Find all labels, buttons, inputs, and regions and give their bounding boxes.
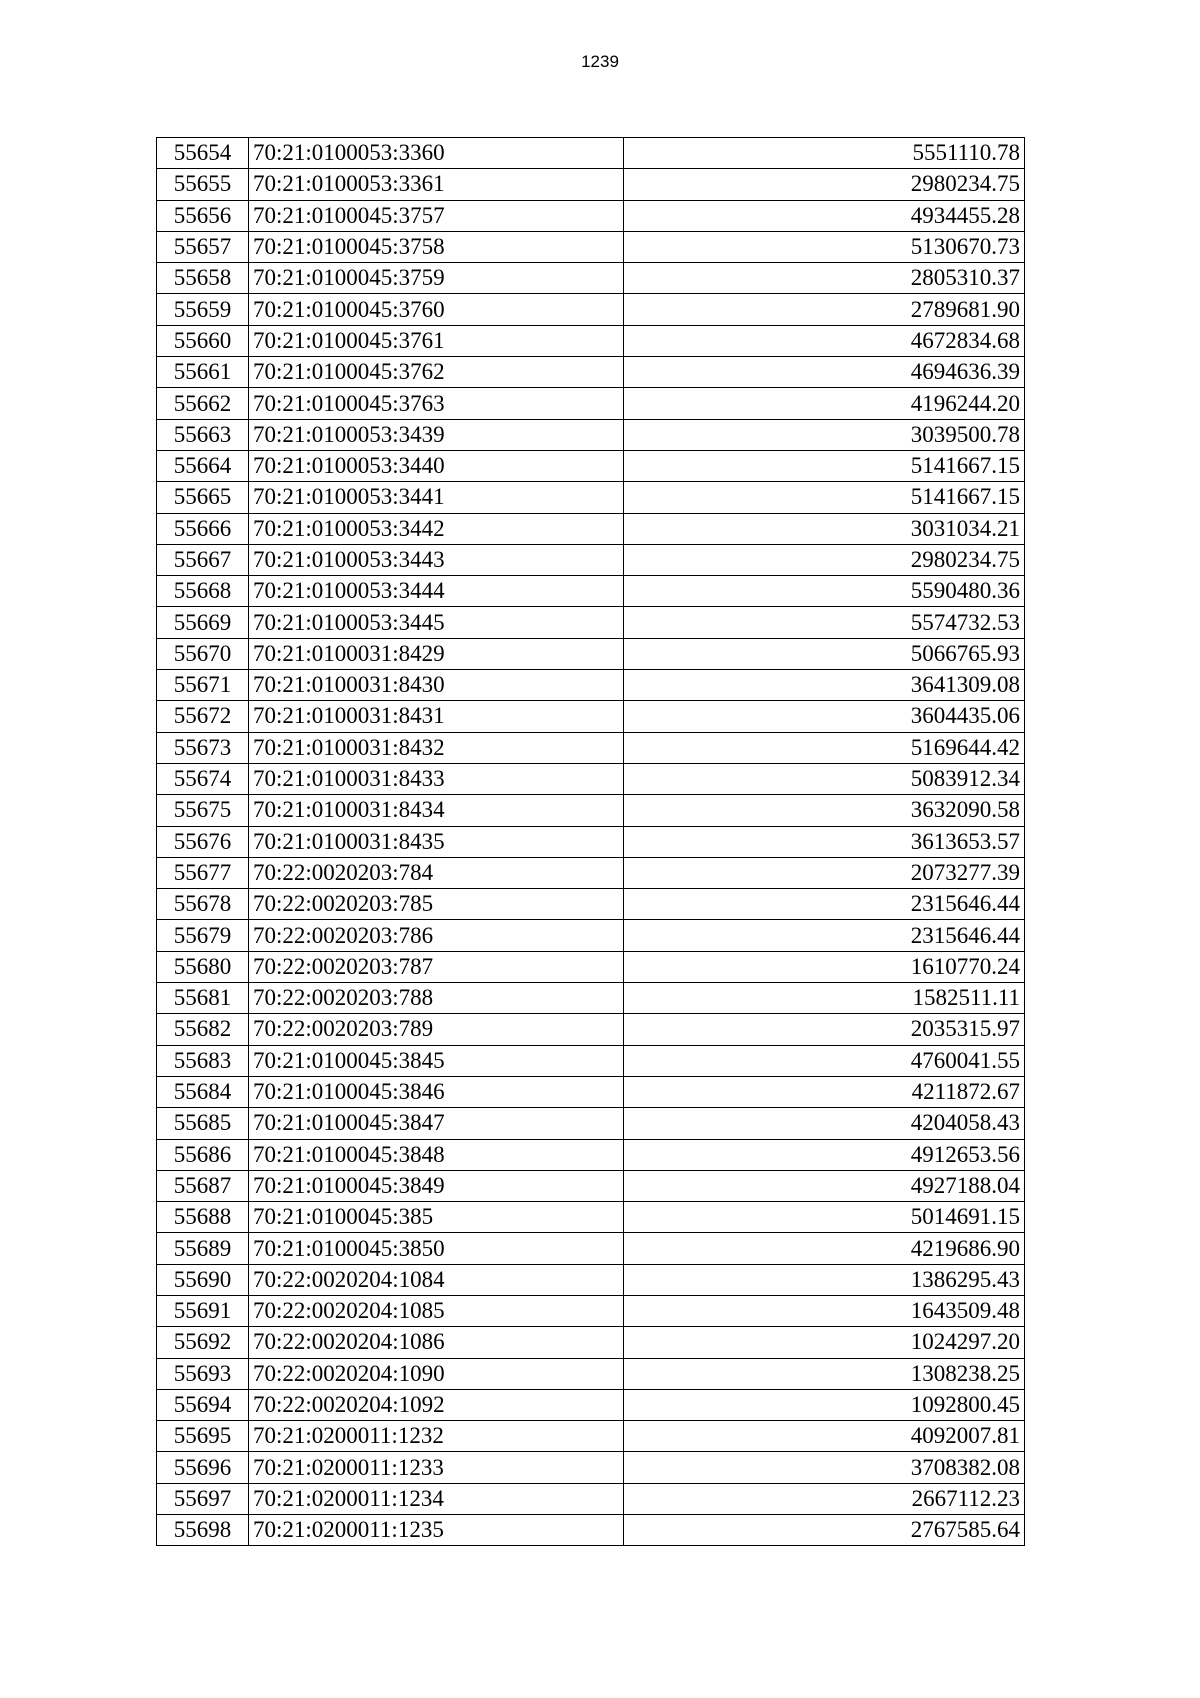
value-cell: 4204058.43 bbox=[624, 1108, 1025, 1139]
table-row bbox=[157, 544, 1025, 575]
data-table bbox=[156, 137, 1025, 1546]
table-row bbox=[157, 294, 1025, 325]
table-row bbox=[157, 1139, 1025, 1170]
cadastral-number-cell: 70:21:0200011:1234 bbox=[249, 1483, 624, 1514]
table-row bbox=[157, 826, 1025, 857]
table-row bbox=[157, 1483, 1025, 1514]
row-number-cell: 55672 bbox=[157, 701, 249, 732]
value-cell: 3641309.08 bbox=[624, 670, 1025, 701]
value-cell: 5551110.78 bbox=[624, 138, 1025, 169]
table-row bbox=[157, 763, 1025, 794]
row-number-cell: 55685 bbox=[157, 1108, 249, 1139]
row-number-cell: 55673 bbox=[157, 732, 249, 763]
value-cell: 5141667.15 bbox=[624, 482, 1025, 513]
cadastral-number-cell: 70:21:0100053:3440 bbox=[249, 450, 624, 481]
value-cell: 1308238.25 bbox=[624, 1358, 1025, 1389]
table-row bbox=[157, 513, 1025, 544]
row-number-cell: 55680 bbox=[157, 951, 249, 982]
value-cell: 4934455.28 bbox=[624, 200, 1025, 231]
value-cell: 2315646.44 bbox=[624, 889, 1025, 920]
row-number-cell: 55684 bbox=[157, 1076, 249, 1107]
value-cell: 1092800.45 bbox=[624, 1389, 1025, 1420]
value-cell: 3613653.57 bbox=[624, 826, 1025, 857]
cadastral-number-cell: 70:22:0020203:787 bbox=[249, 951, 624, 982]
row-number-cell: 55695 bbox=[157, 1421, 249, 1452]
value-cell: 5141667.15 bbox=[624, 450, 1025, 481]
row-number-cell: 55669 bbox=[157, 607, 249, 638]
cadastral-number-cell: 70:22:0020203:789 bbox=[249, 1014, 624, 1045]
cadastral-number-cell: 70:21:0100031:8432 bbox=[249, 732, 624, 763]
value-cell: 5590480.36 bbox=[624, 576, 1025, 607]
row-number-cell: 55693 bbox=[157, 1358, 249, 1389]
row-number-cell: 55676 bbox=[157, 826, 249, 857]
cadastral-number-cell: 70:22:0020203:786 bbox=[249, 920, 624, 951]
cadastral-number-cell: 70:21:0100053:3441 bbox=[249, 482, 624, 513]
cadastral-number-cell: 70:21:0200011:1232 bbox=[249, 1421, 624, 1452]
cadastral-number-cell: 70:21:0100045:3848 bbox=[249, 1139, 624, 1170]
row-number-cell: 55682 bbox=[157, 1014, 249, 1045]
table-row bbox=[157, 795, 1025, 826]
row-number-cell: 55679 bbox=[157, 920, 249, 951]
table-row bbox=[157, 607, 1025, 638]
row-number-cell: 55661 bbox=[157, 357, 249, 388]
table-row bbox=[157, 1170, 1025, 1201]
cadastral-number-cell: 70:21:0100053:3444 bbox=[249, 576, 624, 607]
table-row bbox=[157, 1202, 1025, 1233]
row-number-cell: 55655 bbox=[157, 169, 249, 200]
value-cell: 5169644.42 bbox=[624, 732, 1025, 763]
table-body bbox=[157, 138, 1025, 1546]
cadastral-number-cell: 70:21:0100045:3758 bbox=[249, 231, 624, 262]
table-row bbox=[157, 638, 1025, 669]
value-cell: 2980234.75 bbox=[624, 169, 1025, 200]
row-number-cell: 55691 bbox=[157, 1295, 249, 1326]
value-cell: 4672834.68 bbox=[624, 325, 1025, 356]
value-cell: 4694636.39 bbox=[624, 357, 1025, 388]
value-cell: 4196244.20 bbox=[624, 388, 1025, 419]
cadastral-number-cell: 70:21:0100031:8435 bbox=[249, 826, 624, 857]
cadastral-number-cell: 70:21:0100053:3443 bbox=[249, 544, 624, 575]
value-cell: 5014691.15 bbox=[624, 1202, 1025, 1233]
row-number-cell: 55658 bbox=[157, 263, 249, 294]
table-row bbox=[157, 1515, 1025, 1546]
table-row bbox=[157, 889, 1025, 920]
value-cell: 2667112.23 bbox=[624, 1483, 1025, 1514]
row-number-cell: 55665 bbox=[157, 482, 249, 513]
cadastral-number-cell: 70:21:0100053:3360 bbox=[249, 138, 624, 169]
table-row bbox=[157, 263, 1025, 294]
value-cell: 2980234.75 bbox=[624, 544, 1025, 575]
value-cell: 2767585.64 bbox=[624, 1515, 1025, 1546]
row-number-cell: 55677 bbox=[157, 857, 249, 888]
row-number-cell: 55654 bbox=[157, 138, 249, 169]
table-row bbox=[157, 231, 1025, 262]
table-row bbox=[157, 670, 1025, 701]
table-row bbox=[157, 138, 1025, 169]
table-row bbox=[157, 732, 1025, 763]
value-cell: 5083912.34 bbox=[624, 763, 1025, 794]
table-row bbox=[157, 1076, 1025, 1107]
cadastral-number-cell: 70:21:0100045:385 bbox=[249, 1202, 624, 1233]
table-row bbox=[157, 200, 1025, 231]
table-row bbox=[157, 482, 1025, 513]
value-cell: 4092007.81 bbox=[624, 1421, 1025, 1452]
cadastral-number-cell: 70:22:0020203:784 bbox=[249, 857, 624, 888]
row-number-cell: 55686 bbox=[157, 1139, 249, 1170]
value-cell: 4760041.55 bbox=[624, 1045, 1025, 1076]
cadastral-number-cell: 70:21:0100031:8434 bbox=[249, 795, 624, 826]
value-cell: 3632090.58 bbox=[624, 795, 1025, 826]
cadastral-number-cell: 70:22:0020204:1092 bbox=[249, 1389, 624, 1420]
cadastral-number-cell: 70:21:0100045:3850 bbox=[249, 1233, 624, 1264]
table-row bbox=[157, 1327, 1025, 1358]
value-cell: 2315646.44 bbox=[624, 920, 1025, 951]
table-row bbox=[157, 951, 1025, 982]
row-number-cell: 55694 bbox=[157, 1389, 249, 1420]
row-number-cell: 55696 bbox=[157, 1452, 249, 1483]
page-number: 1239 bbox=[581, 52, 619, 71]
table-row bbox=[157, 357, 1025, 388]
cadastral-number-cell: 70:21:0200011:1233 bbox=[249, 1452, 624, 1483]
cadastral-number-cell: 70:21:0100045:3762 bbox=[249, 357, 624, 388]
value-cell: 3039500.78 bbox=[624, 419, 1025, 450]
row-number-cell: 55683 bbox=[157, 1045, 249, 1076]
table-row bbox=[157, 1421, 1025, 1452]
table-row bbox=[157, 857, 1025, 888]
row-number-cell: 55698 bbox=[157, 1515, 249, 1546]
cadastral-number-cell: 70:21:0100053:3439 bbox=[249, 419, 624, 450]
table-row bbox=[157, 169, 1025, 200]
row-number-cell: 55671 bbox=[157, 670, 249, 701]
row-number-cell: 55656 bbox=[157, 200, 249, 231]
value-cell: 1024297.20 bbox=[624, 1327, 1025, 1358]
row-number-cell: 55668 bbox=[157, 576, 249, 607]
value-cell: 3604435.06 bbox=[624, 701, 1025, 732]
cadastral-number-cell: 70:21:0100045:3761 bbox=[249, 325, 624, 356]
cadastral-number-cell: 70:21:0100045:3759 bbox=[249, 263, 624, 294]
row-number-cell: 55670 bbox=[157, 638, 249, 669]
table-row bbox=[157, 1014, 1025, 1045]
row-number-cell: 55687 bbox=[157, 1170, 249, 1201]
value-cell: 4219686.90 bbox=[624, 1233, 1025, 1264]
row-number-cell: 55662 bbox=[157, 388, 249, 419]
table-row bbox=[157, 419, 1025, 450]
cadastral-number-cell: 70:21:0100031:8433 bbox=[249, 763, 624, 794]
row-number-cell: 55678 bbox=[157, 889, 249, 920]
table-row bbox=[157, 576, 1025, 607]
value-cell: 2073277.39 bbox=[624, 857, 1025, 888]
value-cell: 2805310.37 bbox=[624, 263, 1025, 294]
row-number-cell: 55667 bbox=[157, 544, 249, 575]
cadastral-number-cell: 70:22:0020203:788 bbox=[249, 983, 624, 1014]
value-cell: 4927188.04 bbox=[624, 1170, 1025, 1201]
row-number-cell: 55688 bbox=[157, 1202, 249, 1233]
row-number-cell: 55660 bbox=[157, 325, 249, 356]
row-number-cell: 55659 bbox=[157, 294, 249, 325]
value-cell: 3708382.08 bbox=[624, 1452, 1025, 1483]
cadastral-number-cell: 70:21:0100045:3846 bbox=[249, 1076, 624, 1107]
table-row bbox=[157, 388, 1025, 419]
table-row bbox=[157, 1045, 1025, 1076]
row-number-cell: 55692 bbox=[157, 1327, 249, 1358]
row-number-cell: 55690 bbox=[157, 1264, 249, 1295]
row-number-cell: 55697 bbox=[157, 1483, 249, 1514]
table-row bbox=[157, 1358, 1025, 1389]
table-row bbox=[157, 920, 1025, 951]
value-cell: 1386295.43 bbox=[624, 1264, 1025, 1295]
cadastral-number-cell: 70:21:0100053:3361 bbox=[249, 169, 624, 200]
row-number-cell: 55675 bbox=[157, 795, 249, 826]
cadastral-number-cell: 70:21:0100031:8429 bbox=[249, 638, 624, 669]
row-number-cell: 55664 bbox=[157, 450, 249, 481]
value-cell: 5574732.53 bbox=[624, 607, 1025, 638]
cadastral-number-cell: 70:22:0020204:1085 bbox=[249, 1295, 624, 1326]
cadastral-number-cell: 70:22:0020203:785 bbox=[249, 889, 624, 920]
cadastral-number-cell: 70:21:0100031:8430 bbox=[249, 670, 624, 701]
cadastral-number-cell: 70:21:0100053:3442 bbox=[249, 513, 624, 544]
cadastral-number-cell: 70:22:0020204:1086 bbox=[249, 1327, 624, 1358]
value-cell: 1582511.11 bbox=[624, 983, 1025, 1014]
row-number-cell: 55674 bbox=[157, 763, 249, 794]
cadastral-number-cell: 70:22:0020204:1090 bbox=[249, 1358, 624, 1389]
cadastral-number-cell: 70:21:0100045:3845 bbox=[249, 1045, 624, 1076]
table-row bbox=[157, 450, 1025, 481]
table-row bbox=[157, 1295, 1025, 1326]
value-cell: 1643509.48 bbox=[624, 1295, 1025, 1326]
table-row bbox=[157, 701, 1025, 732]
table-row bbox=[157, 983, 1025, 1014]
cadastral-number-cell: 70:21:0100045:3849 bbox=[249, 1170, 624, 1201]
row-number-cell: 55689 bbox=[157, 1233, 249, 1264]
cadastral-number-cell: 70:21:0100045:3760 bbox=[249, 294, 624, 325]
row-number-cell: 55657 bbox=[157, 231, 249, 262]
cadastral-number-cell: 70:21:0100053:3445 bbox=[249, 607, 624, 638]
value-cell: 2789681.90 bbox=[624, 294, 1025, 325]
value-cell: 5130670.73 bbox=[624, 231, 1025, 262]
cadastral-number-cell: 70:21:0100031:8431 bbox=[249, 701, 624, 732]
row-number-cell: 55666 bbox=[157, 513, 249, 544]
cadastral-number-cell: 70:21:0100045:3763 bbox=[249, 388, 624, 419]
table-row bbox=[157, 1108, 1025, 1139]
value-cell: 3031034.21 bbox=[624, 513, 1025, 544]
table-row bbox=[157, 1233, 1025, 1264]
row-number-cell: 55663 bbox=[157, 419, 249, 450]
table-row bbox=[157, 1389, 1025, 1420]
value-cell: 1610770.24 bbox=[624, 951, 1025, 982]
cadastral-number-cell: 70:22:0020204:1084 bbox=[249, 1264, 624, 1295]
value-cell: 4912653.56 bbox=[624, 1139, 1025, 1170]
cadastral-number-cell: 70:21:0100045:3847 bbox=[249, 1108, 624, 1139]
value-cell: 4211872.67 bbox=[624, 1076, 1025, 1107]
cadastral-number-cell: 70:21:0200011:1235 bbox=[249, 1515, 624, 1546]
table-row bbox=[157, 1264, 1025, 1295]
table-row bbox=[157, 1452, 1025, 1483]
row-number-cell: 55681 bbox=[157, 983, 249, 1014]
table-row bbox=[157, 325, 1025, 356]
value-cell: 5066765.93 bbox=[624, 638, 1025, 669]
cadastral-number-cell: 70:21:0100045:3757 bbox=[249, 200, 624, 231]
value-cell: 2035315.97 bbox=[624, 1014, 1025, 1045]
